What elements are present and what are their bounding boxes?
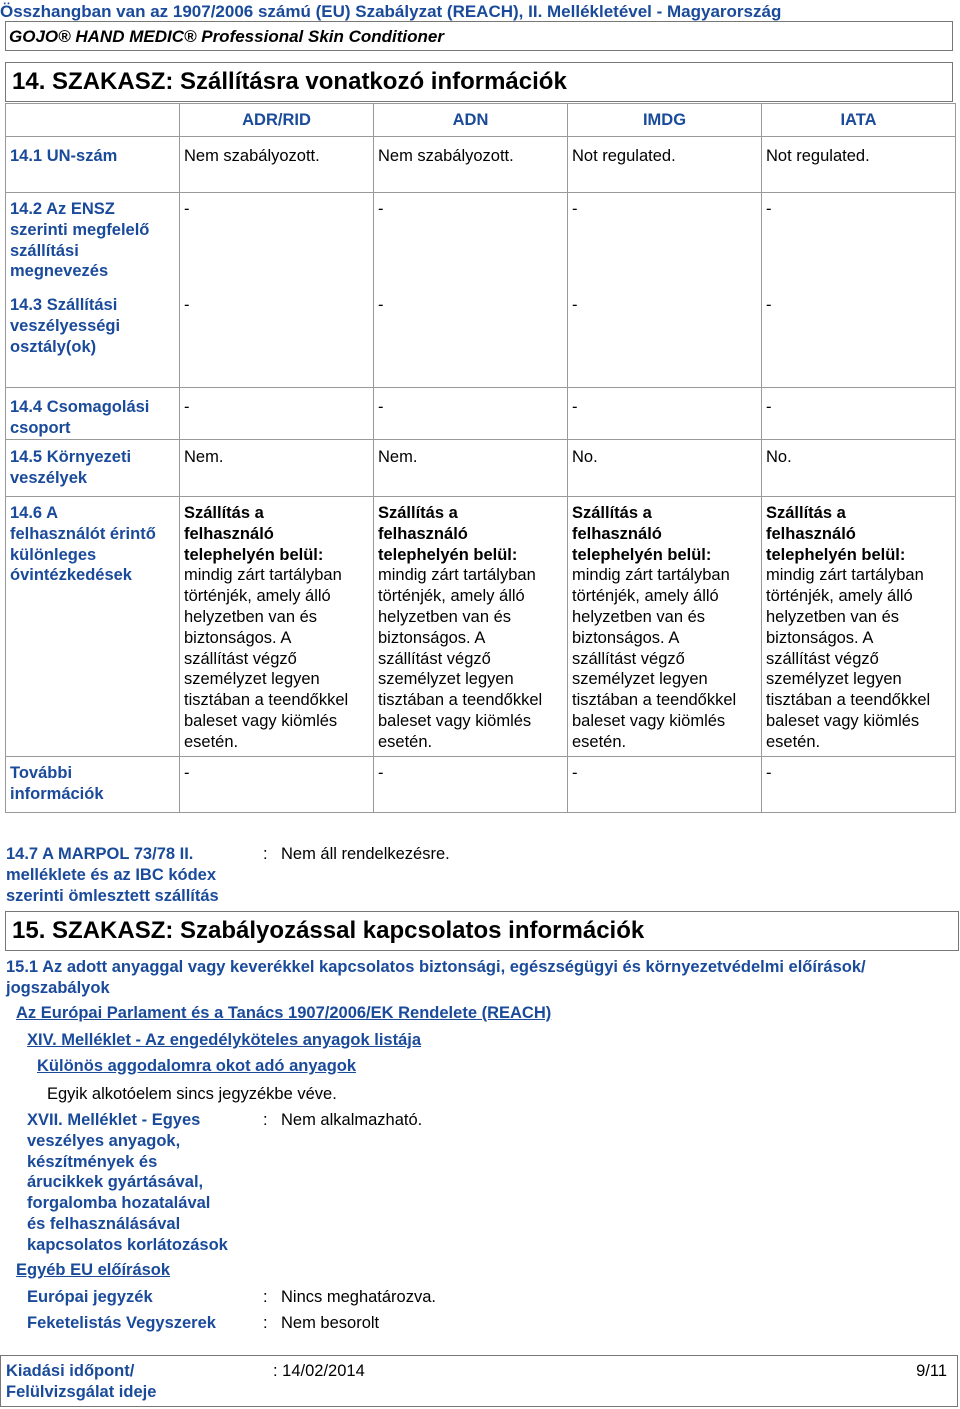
row-packing-group [6,388,956,440]
precaution-text-line: történjék, amely álló [184,587,331,606]
regulation-header: Összhangban van az 1907/2006 számú (EU) Szabályzat (REACH), II. Mellékletével - Magyarország [0,2,782,21]
precaution-bold-line: felhasználó [378,524,468,543]
blacklist-colon: : [263,1314,268,1332]
precaution-bold-line: Szállítás a [184,504,264,522]
precaution-text-line: biztonságos. A [572,628,680,647]
env-hazards-imdg: No. [568,440,762,497]
un-number-label: 14.1 UN-szám [6,137,180,193]
precaution-text-line: baleset vagy kiömlés [766,711,920,730]
hazard-class-label: 14.3 Szállítási veszélyességi osztály(ok) [10,296,121,356]
annex-xvii-value: Nem alkalmazható. [281,1111,423,1129]
precaution-bold-line: Szállítás a [572,504,652,522]
shipping-name-adn: - [378,200,384,218]
row-further-info [6,757,956,813]
precaution-text-line: tisztában a teendőkkel [378,691,543,710]
further-info-imdg: - [568,757,762,813]
svhc-link[interactable]: Különös aggodalomra okot adó anyagok [37,1057,357,1075]
svhc-text: Egyik alkotóelem sincs jegyzékbe véve. [47,1085,337,1103]
precaution-text-line: baleset vagy kiömlés [184,711,338,730]
further-info-adr: - [180,757,374,813]
transport-table [5,103,956,813]
footer-date: : 14/02/2014 [273,1362,365,1380]
precautions-adr [180,497,374,757]
precaution-text-line: személyzet legyen [184,670,320,689]
packing-group-label: 14.4 Csomagolási csoport [6,388,180,440]
precaution-bold-line: Szállítás a [766,504,846,522]
product-name: GOJO® HAND MEDIC® Professional Skin Conditioner [5,21,953,51]
eu-inventory-value: Nincs meghatározva. [281,1288,436,1306]
precaution-text-line: mindig zárt tartályban [184,566,342,585]
footer-label: Kiadási időpont/ Felülvizsgálat ideje [6,1362,157,1401]
precautions-iata [762,497,956,757]
eu-parliament-link[interactable]: Az Európai Parlament és a Tanács 1907/2006/EK Rendelete (REACH) [16,1004,552,1022]
precaution-bold-line: telephelyén belül: [572,545,712,564]
env-hazards-label: 14.5 Környezeti veszélyek [6,440,180,497]
header-empty-cell [6,104,180,137]
packing-group-adn: - [374,388,568,440]
un-number-iata: Not regulated. [762,137,956,193]
precaution-text-line: esetén. [184,732,239,751]
packing-group-imdg: - [568,388,762,440]
precaution-text-line: baleset vagy kiömlés [572,711,726,730]
un-number-imdg: Not regulated. [568,137,762,193]
footer-page-number: 9/11 [916,1362,947,1380]
shipping-name-label: 14.2 Az ENSZ szerinti megfelelő szállítási megnevezés [10,200,150,281]
shipping-name-imdg: - [572,200,578,218]
precautions-adn [374,497,568,757]
packing-group-iata: - [762,388,956,440]
blacklist-label: Feketelistás Vegyszerek [27,1314,216,1332]
shipping-hazard-adn [374,193,568,388]
precaution-text-line: szállítást végző [766,649,879,668]
table-header-row [6,104,956,137]
precaution-text-line: mindig zárt tartályban [572,566,730,585]
row-un-number [6,137,956,193]
shipping-hazard-imdg [568,193,762,388]
hazard-class-iata: - [766,295,772,314]
other-eu-link[interactable]: Egyéb EU előírások [16,1261,171,1279]
precaution-text-line: biztonságos. A [184,628,292,647]
col-imdg: IMDG [568,104,762,137]
section-14-title: 14. SZAKASZ: Szállításra vonatkozó információk [5,62,953,102]
precaution-text-line: mindig zárt tartályban [766,566,924,585]
shipping-hazard-adr [180,193,374,388]
precautions-label: 14.6 A felhasználót érintő különleges óvintézkedések [6,497,180,757]
marpol-value: Nem áll rendelkezésre. [281,845,450,863]
precaution-text-line: esetén. [572,732,627,751]
precaution-text-line: történjék, amely álló [766,587,913,606]
row-shipping-hazard [6,193,956,388]
precaution-text-line: esetén. [766,732,821,751]
precaution-text-line: mindig zárt tartályban [378,566,536,585]
precaution-bold-line: telephelyén belül: [766,545,906,564]
col-adn: ADN [374,104,568,137]
packing-group-adr: - [180,388,374,440]
marpol-colon: : [263,845,268,863]
eu-inventory-colon: : [263,1288,268,1306]
hazard-class-imdg: - [572,295,578,314]
precaution-bold-line: telephelyén belül: [184,545,324,564]
precaution-bold-line: Szállítás a [378,504,458,522]
precaution-text-line: személyzet legyen [766,670,902,689]
precaution-text-line: helyzetben van és [378,607,512,626]
shipping-hazard-iata [762,193,956,388]
precaution-bold-line: felhasználó [766,524,856,543]
precaution-text-line: szállítást végző [378,649,491,668]
further-info-adn: - [374,757,568,813]
precaution-text-line: történjék, amely álló [378,587,525,606]
precaution-text-line: baleset vagy kiömlés [378,711,532,730]
marpol-label: 14.7 A MARPOL 73/78 II. melléklete és az IBC kódex szerinti ömlesztett szállítás [6,845,219,905]
precaution-text-line: történjék, amely álló [572,587,719,606]
eu-inventory-label: Európai jegyzék [27,1288,153,1306]
un-number-adn: Nem szabályozott. [374,137,568,193]
precaution-text-line: biztonságos. A [766,628,874,647]
precaution-text-line: szállítást végző [184,649,297,668]
precaution-text-line: helyzetben van és [572,607,706,626]
precaution-text-line: tisztában a teendőkkel [572,691,737,710]
precaution-text-line: személyzet legyen [572,670,708,689]
col-adr-rid: ADR/RID [180,104,374,137]
shipping-name-iata: - [766,200,772,218]
precaution-bold-line: felhasználó [572,524,662,543]
precaution-text-line: helyzetben van és [184,607,318,626]
hazard-class-adr: - [184,295,190,314]
env-hazards-adr: Nem. [180,440,374,497]
col-iata: IATA [762,104,956,137]
precaution-text-line: tisztában a teendőkkel [184,691,349,710]
env-hazards-iata: No. [762,440,956,497]
env-hazards-adn: Nem. [374,440,568,497]
row-env-hazards [6,440,956,497]
further-info-label: További információk [6,757,180,813]
precaution-text-line: személyzet legyen [378,670,514,689]
annex-xiv-link[interactable]: XIV. Melléklet - Az engedélyköteles anyagok listája [27,1031,422,1049]
shipping-hazard-labels [6,193,180,388]
precaution-text-line: helyzetben van és [766,607,900,626]
blacklist-value: Nem besorolt [281,1314,380,1332]
hazard-class-adn: - [378,295,384,314]
precaution-text-line: esetén. [378,732,433,751]
annex-xvii-label: XVII. Melléklet - Egyes veszélyes anyagok, készítmények és árucikkek gyártásával, forgalomba hozatalával és felhasználásával kapcsolatos korlátozások [27,1111,228,1254]
precaution-text-line: biztonságos. A [378,628,486,647]
precaution-bold-line: telephelyén belül: [378,545,518,564]
precaution-bold-line: felhasználó [184,524,274,543]
further-info-iata: - [762,757,956,813]
row-precautions [6,497,956,757]
page-footer [0,1355,958,1407]
shipping-name-adr: - [184,200,190,218]
sub-15-1-heading: 15.1 Az adott anyaggal vagy keverékkel kapcsolatos biztonsági, egészségügyi és környezetvédelmi előírások/ jogszabályok [6,958,866,997]
precaution-text-line: tisztában a teendőkkel [766,691,931,710]
precautions-imdg [568,497,762,757]
un-number-adr: Nem szabályozott. [180,137,374,193]
section-15-title: 15. SZAKASZ: Szabályozással kapcsolatos információk [5,911,959,951]
precaution-text-line: szállítást végző [572,649,685,668]
annex-xvii-colon: : [263,1111,268,1129]
